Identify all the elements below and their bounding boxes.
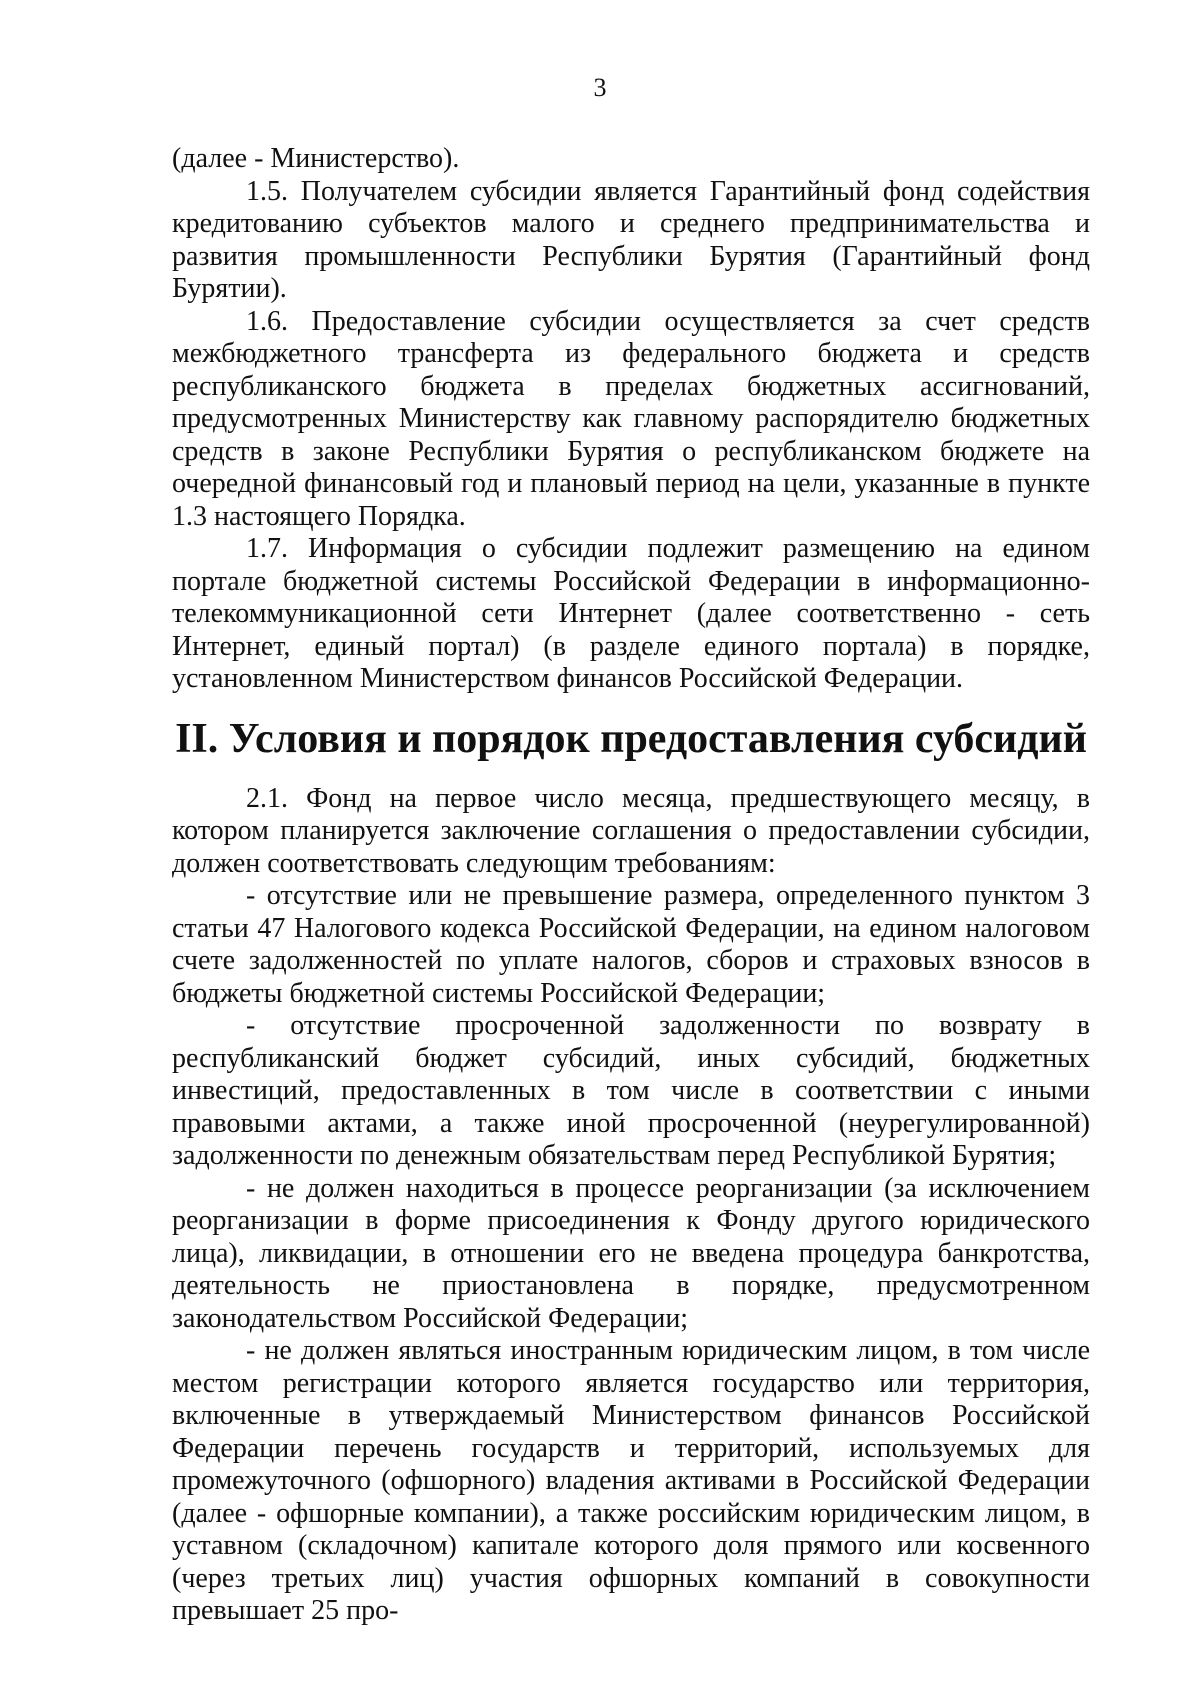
paragraph-1-5: 1.5. Получателем субсидии является Гарантийный фонд содействия кредитованию субъектов малого и среднего предпринимательства и развития промышленности Республики Бурятия (Гарантийный фонд Бурятии). bbox=[172, 175, 1090, 304]
requirement-item: - не должен являться иностранным юридическим лицом, в том числе местом регистрации которого является государство или территория, включенные в утверждаемый Министерством финансов Российской Федерации перечень государств и территорий, используемых для промежуточного (офшорного) владения активами в Российской Федерации (далее - офшорные компании), а также российским юридическим лицом, в уставном (складочном) капитале которого доля прямого или косвенного (через третьих лиц) участия офшорных компаний в совокупности превышает 25 про- bbox=[172, 1335, 1090, 1626]
paragraph-1-7: 1.7. Информация о субсидии подлежит размещению на едином портале бюджетной системы Российской Федерации в информационно-телекоммуникационной сети Интернет (далее соответственно - сеть Интернет, единый портал) (в разделе единого портала) в порядке, установленном Министерством финансов Российской Федерации. bbox=[172, 533, 1090, 694]
document-body bbox=[172, 143, 1090, 1628]
paragraph-continuation: (далее - Министерство). bbox=[172, 143, 460, 174]
requirement-item: - отсутствие просроченной задолженности по возврату в республиканский бюджет субсидий, иных субсидий, бюджетных инвестиций, предоставленных в том числе в соответствии с иными правовыми актами, а также иной просроченной (неурегулированной) задолженности по денежным обязательствам перед Республикой Бурятия; bbox=[172, 1010, 1090, 1171]
page-number: 3 bbox=[593, 73, 607, 102]
requirement-item: - отсутствие или не превышение размера, определенного пунктом 3 статьи 47 Налогового кодекса Российской Федерации, на едином налоговом счете задолженностей по уплате налогов, сборов и страховых взносов в бюджеты бюджетной системы Российской Федерации; bbox=[172, 880, 1090, 1009]
paragraph-1-6: 1.6. Предоставление субсидии осуществляется за счет средств межбюджетного трансферта из федерального бюджета и средств республиканского бюджета в пределах бюджетных ассигнований, предусмотренных Министерству как главному распорядителю бюджетных средств в законе Республики Бурятия о республиканском бюджете на очередной финансовый год и плановый период на цели, указанные в пункте 1.3 настоящего Порядка. bbox=[172, 305, 1090, 532]
paragraph-2-1: 2.1. Фонд на первое число месяца, предшествующего месяцу, в котором планируется заключение соглашения о предоставлении субсидии, должен соответствовать следующим требованиям: bbox=[172, 782, 1090, 879]
section-heading: II. Условия и порядок предоставления субсидий bbox=[175, 715, 1087, 762]
requirement-item: - не должен находиться в процессе реорганизации (за исключением реорганизации в форме присоединения к Фонду другого юридического лица), ликвидации, в отношении его не введена процедура банкротства, деятельность не приостановлена в порядке, предусмотренном законодательством Российской Федерации; bbox=[172, 1172, 1090, 1334]
